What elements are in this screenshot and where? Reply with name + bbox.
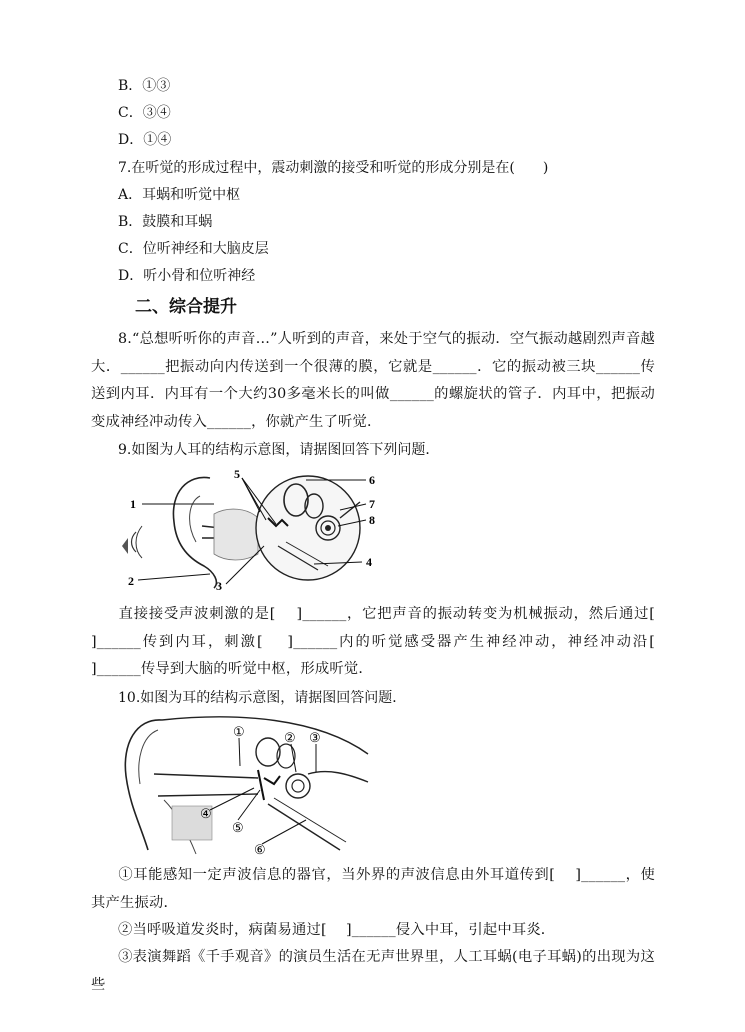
q9-label-8: 8 bbox=[369, 513, 375, 527]
q9-label-4: 4 bbox=[366, 555, 372, 569]
q10-sub2-text: ②当呼吸道发炎时，病菌易通过[ ]______侵入中耳，引起中耳炎． bbox=[118, 922, 556, 938]
q9-stem: 9.如图为人耳的结构示意图，请据图回答下列问题． bbox=[118, 442, 440, 458]
q9-label-3: 3 bbox=[216, 579, 222, 593]
q6-option-b: B．①③ bbox=[118, 78, 171, 94]
q9-label-2: 2 bbox=[128, 574, 134, 588]
q6-option-d: D．①④ bbox=[118, 132, 172, 148]
q10-label-3: ③ bbox=[309, 730, 321, 745]
q8-paragraph bbox=[91, 326, 655, 436]
q10-stem: 10.如图为耳的结构示意图，请据图回答问题． bbox=[118, 690, 407, 706]
q10-label-5: ⑤ bbox=[232, 820, 244, 835]
section-heading: 二、综合提升 bbox=[135, 297, 237, 317]
q10-label-2: ② bbox=[284, 730, 296, 745]
q10-sub3-text: ③表演舞蹈《千手观音》的演员生活在无声世界里，人工耳蜗(电子耳蜗)的出现为这些 bbox=[91, 949, 655, 993]
q9-answer-text: 直接接受声波刺激的是[ ]______，它把声音的振动转变为机械振动，然后通过[ ]______传到内耳，刺激[ ]______内的听觉感受器产生神经冲动，神经冲动沿[ ]______传导到大脑的听觉中枢，形成听觉． bbox=[91, 606, 675, 677]
q7-option-d: D．听小骨和位听神经 bbox=[118, 268, 256, 284]
q10-sub3 bbox=[91, 944, 655, 999]
q7-stem: 7.在听觉的形成过程中，震动刺激的接受和听觉的形成分别是在( ) bbox=[118, 160, 549, 176]
q6-option-c: C．③④ bbox=[118, 105, 171, 121]
q8-text: 8.“总想听听你的声音…”人听到的声音，来处于空气的振动．空气振动越剧烈声音越大．______把振动向内传送到一个很薄的膜，它就是______．它的振动被三块______传送到内耳．内耳有一个大约30多毫米长的叫做______的螺旋状的管子．内耳中，把振动变成神经冲动传入______，你就产生了听觉． bbox=[91, 331, 655, 430]
q10-label-6: ⑥ bbox=[254, 842, 266, 857]
q7-option-b: B．鼓膜和耳蜗 bbox=[118, 214, 213, 230]
q10-label-4: ④ bbox=[200, 806, 212, 821]
q9-label-7: 7 bbox=[369, 497, 375, 511]
q7-option-c: C．位听神经和大脑皮层 bbox=[118, 241, 269, 257]
q9-ear-diagram bbox=[118, 466, 388, 594]
q10-sub1 bbox=[91, 862, 655, 917]
q9-label-1: 1 bbox=[130, 497, 136, 511]
q7-option-a: A．耳蜗和听觉中枢 bbox=[118, 187, 241, 203]
q9-label-6: 6 bbox=[369, 473, 375, 487]
q10-sub1-text: ①耳能感知一定声波信息的器官，当外界的声波信息由外耳道传到[ ]______，使其产生振动． bbox=[91, 867, 655, 911]
q10-ear-diagram bbox=[118, 714, 378, 860]
q10-label-1: ① bbox=[233, 724, 245, 739]
q10-sub2 bbox=[91, 917, 655, 945]
q9-label-5: 5 bbox=[234, 467, 240, 481]
q9-answer-paragraph bbox=[91, 601, 675, 684]
